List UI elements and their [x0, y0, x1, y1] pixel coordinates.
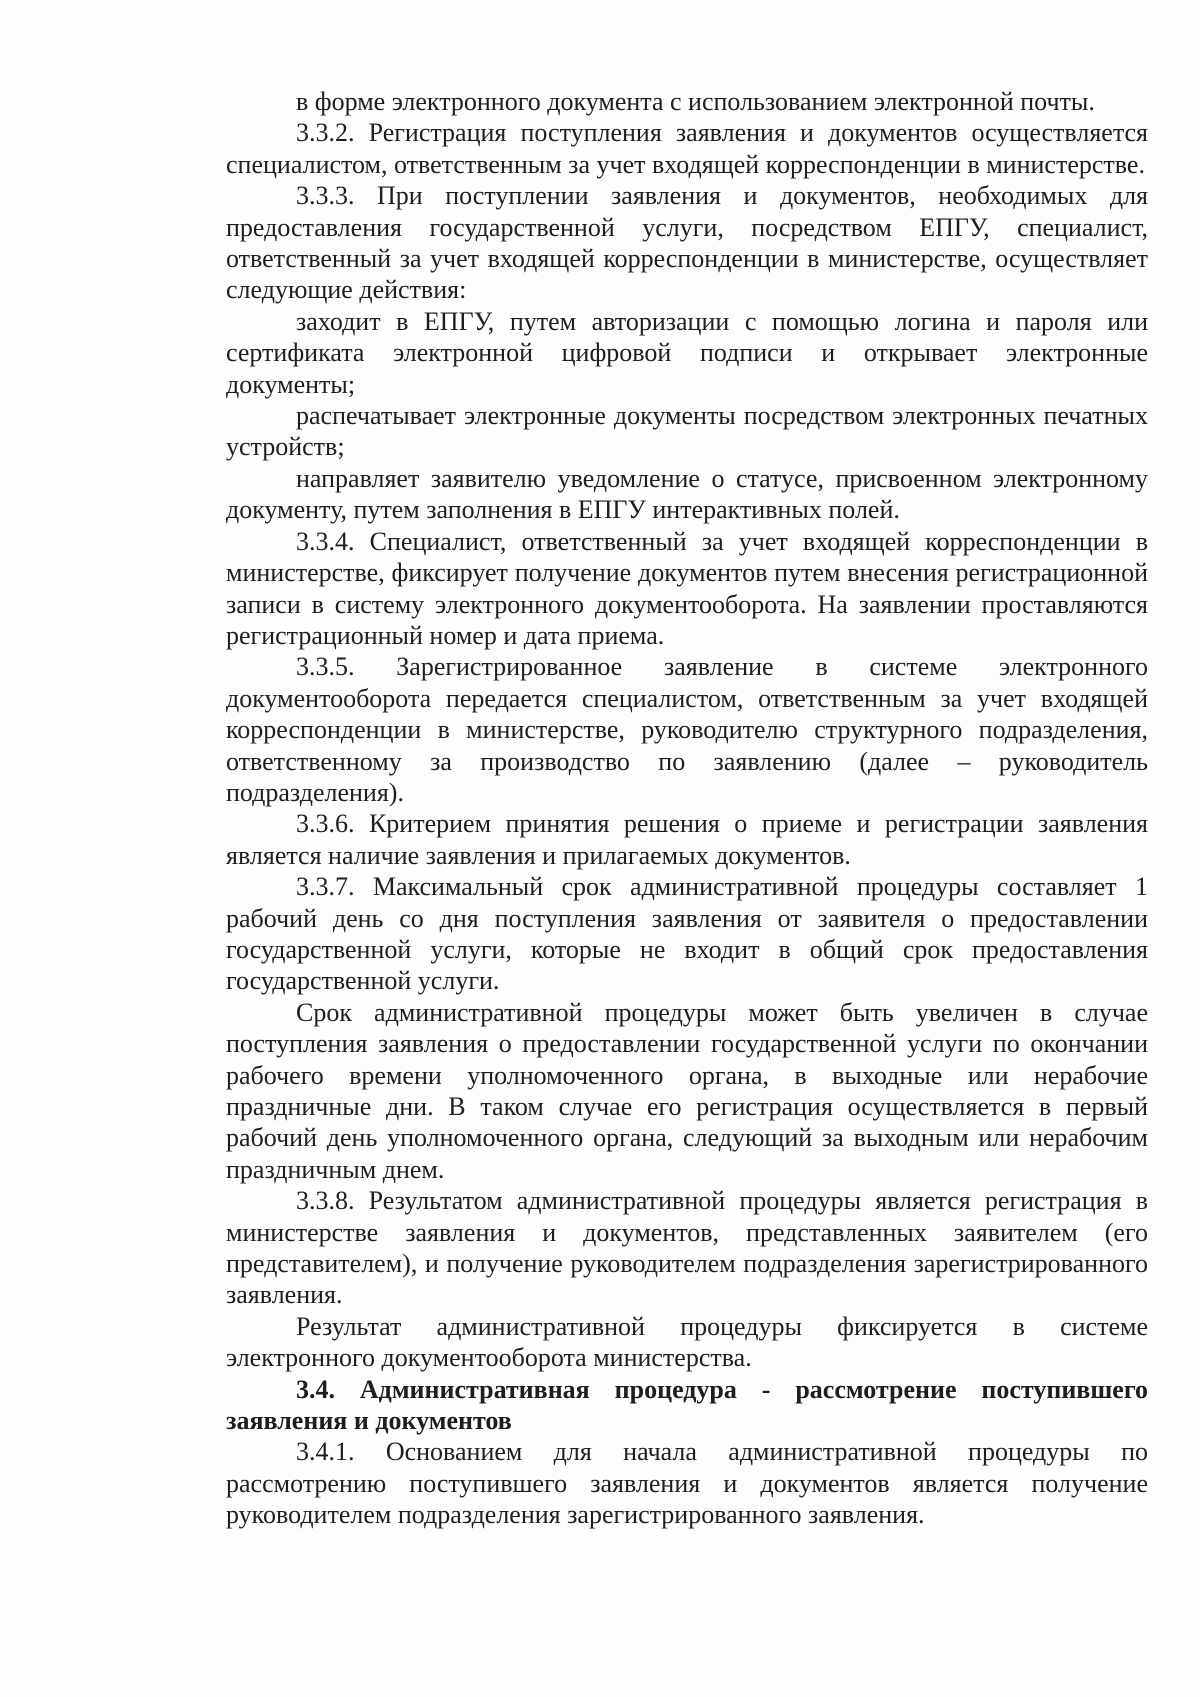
paragraph-3-3-5: 3.3.5. Зарегистрированное заявление в системе электронного документооборота передается специалистом, ответственным за учет входящей корреспонденции в министерстве, руководителю структурного подразделения, ответственному за производство по заявлению (далее – руководитель подразделения). — [226, 652, 1148, 807]
paragraph-term-extension: Срок административной процедуры может быть увеличен в случае поступления заявления о предоставлении государственной услуги по окончании рабочего времени уполномоченного органа, в выходные или нерабочие праздничные дни. В таком случае его регистрация осуществляется в первый рабочий день уполномоченного органа, следующий за выходным или нерабочим праздничным днем. — [226, 997, 1148, 1184]
paragraph-3-3-8: 3.3.8. Результатом административной процедуры является регистрация в министерстве заявления и документов, представленных заявителем (его представителем), и получение руководителем подразделения зарегистрированного заявления. — [226, 1186, 1148, 1310]
document-body — [226, 86, 1148, 1531]
paragraph-action-print: распечатывает электронные документы посредством электронных печатных устройств; — [226, 401, 1148, 462]
paragraph-result-recorded: Результат административной процедуры фиксируется в системе электронного документооборота министерства. — [226, 1311, 1148, 1373]
paragraph-action-login: заходит в ЕПГУ, путем авторизации с помощью логина и пароля или сертификата электронной цифровой подписи и открывает электронные документы; — [226, 306, 1148, 399]
paragraph-3-3-6: 3.3.6. Критерием принятия решения о приеме и регистрации заявления является наличие заявления и прилагаемых документов. — [226, 809, 1148, 870]
paragraph-3-3-3: 3.3.3. При поступлении заявления и документов, необходимых для предоставления государственной услуги, посредством ЕПГУ, специалист, ответственный за учет входящей корреспонденции в министерстве, осуществляет следующие действия: — [226, 181, 1148, 305]
paragraph-3-3-4: 3.3.4. Специалист, ответственный за учет входящей корреспонденции в министерстве, фиксирует получение документов путем внесения регистрационной записи в систему электронного документооборота. На заявлении проставляются регистрационный номер и дата приема. — [226, 526, 1148, 650]
paragraph-action-notify: направляет заявителю уведомление о статусе, присвоенном электронному документу, путем заполнения в ЕПГУ интерактивных полей. — [226, 463, 1148, 525]
paragraph-3-3-2: 3.3.2. Регистрация поступления заявления и документов осуществляется специалистом, ответственным за учет входящей корреспонденции в министерстве. — [226, 118, 1148, 179]
paragraph-continuation: в форме электронного документа с использованием электронной почты. — [296, 87, 1095, 116]
section-heading-3-4: 3.4. Административная процедура - рассмотрение поступившего заявления и документов — [226, 1374, 1148, 1436]
paragraph-3-4-1: 3.4.1. Основанием для начала административной процедуры по рассмотрению поступившего заявления и документов является получение руководителем подразделения зарегистрированного заявления. — [226, 1437, 1148, 1530]
paragraph-3-3-7: 3.3.7. Максимальный срок административной процедуры составляет 1 рабочий день со дня поступления заявления от заявителя о предоставлении государственной услуги, которые не входит в общий срок предоставления государственной услуги. — [226, 872, 1148, 996]
